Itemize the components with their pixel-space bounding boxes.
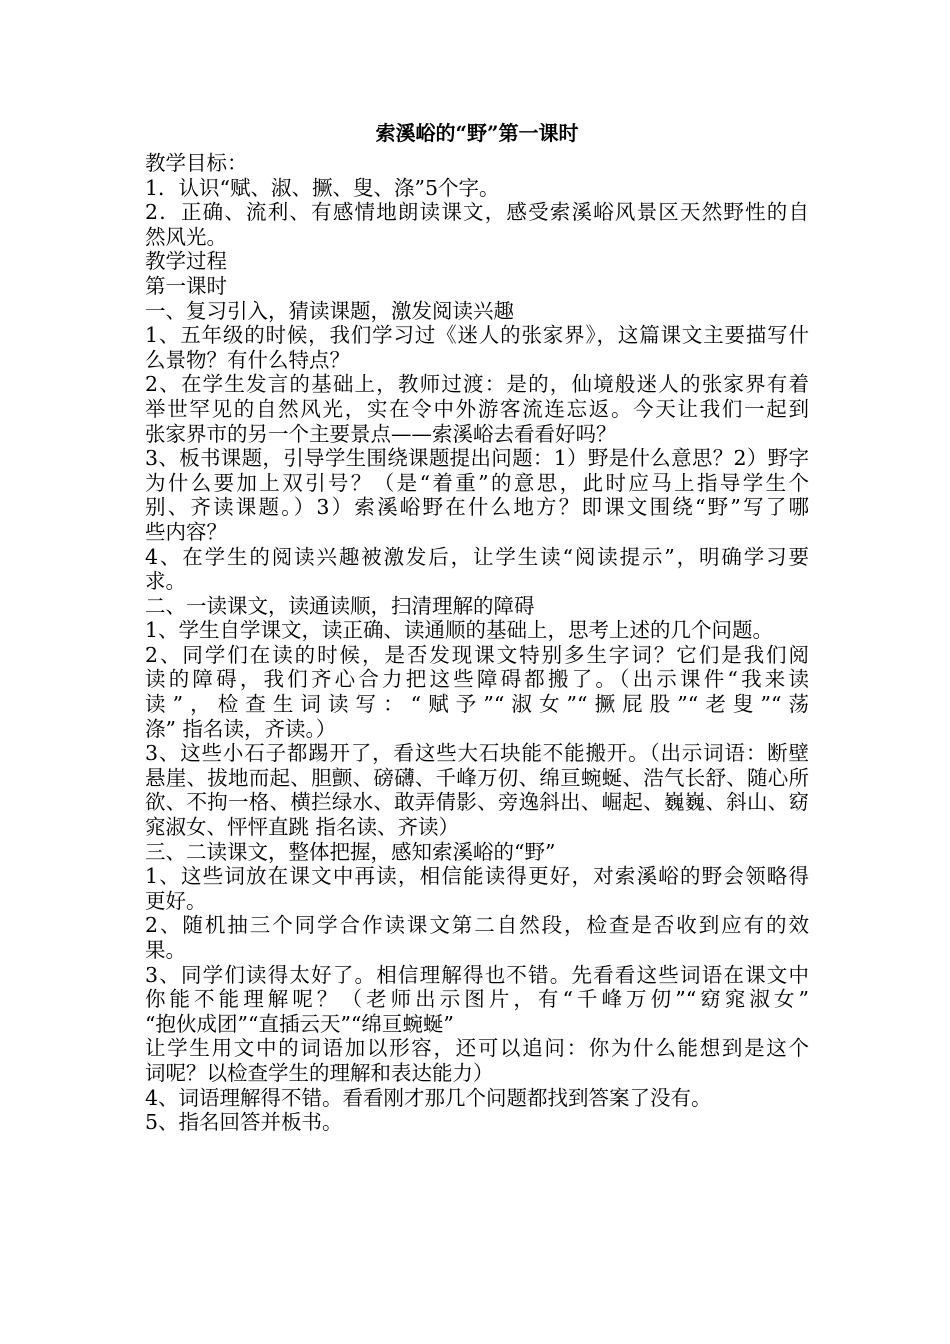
text-line: 教学目标： [145,151,248,175]
document-page [145,118,809,1135]
text-line: 4、在学生的阅读兴趣被激发后，让学生读“阅读提示”，明确学习要 [145,544,809,569]
text-line: 果。 [145,938,186,962]
text-line: 让学生用文中的词语加以形容，还可以追问：你为什么能想到是这个 [145,1036,809,1061]
document-title: 索溪峪的“野”第一课时 [375,121,579,145]
text-line: 你能不能理解呢？（老师出示图片，有“千峰万仞”“窈窕淑女” [145,987,809,1012]
text-line: 为什么要加上双引号？（是“着重”的意思，此时应马上指导学生个 [145,470,809,495]
text-line: 二、一读课文，读通读顺，扫清理解的障碍 [145,593,535,618]
text-line: 悬崖、拔地而起、胆颤、磅礴、千峰万仞、绵亘蜿蜒、浩气长舒、随心所 [145,765,809,790]
text-line: 读”，检查生词读写：“赋予”“淑女”“撅屁股”“老叟”“荡 [145,692,809,717]
text-line: 然风光。 [145,224,227,249]
text-line: 三、二读课文，整体把握，感知索溪峪的“野” [145,839,556,864]
text-line: 第一课时 [145,273,227,298]
text-line: 2．正确、流利、有感情地朗读课文，感受索溪峪风景区天然野性的自 [145,200,809,225]
text-line: 求。 [145,569,186,594]
text-line: 3、这些小石子都踢开了，看这些大石块能不能搬开。（出示词语：断壁 [145,741,809,766]
text-line: 1、学生自学课文，读正确、读通顺的基础上，思考上述的几个问题。 [145,618,774,643]
text-line: 张家界市的另一个主要景点——索溪峪去看看好吗？ [145,421,617,446]
text-line: 2、在学生发言的基础上，教师过渡：是的，仙境般迷人的张家界有着 [145,372,809,397]
text-line: 1、五年级的时候，我们学习过《迷人的张家界》，这篇课文主要描写什 [145,323,809,348]
text-line: 别、齐读课题。）3）索溪峪野在什么地方？即课文围绕“野”写了哪 [145,495,809,520]
text-line: 更好。 [145,888,207,913]
text-line: “抱伙成团”“直插云天”“绵亘蜿蜒” [145,1011,454,1036]
text-line: 窕淑女、怦怦直跳 指名读、齐读） [145,815,460,840]
text-line: 举世罕见的自然风光，实在令中外游客流连忘返。今天让我们一起到 [145,396,809,421]
text-line: 些内容？ [145,519,227,544]
text-line: 涤” 指名读，齐读。） [145,716,337,741]
text-line: 欲、不拘一格、横拦绿水、敢弄倩影、旁逸斜出、崛起、巍巍、斜山、窈 [145,790,809,815]
document-body [145,151,809,1135]
text-line: 1、这些词放在课文中再读，相信能读得更好，对索溪峪的野会领略得 [145,864,809,889]
text-line: 3、板书课题，引导学生围绕课题提出问题：1）野是什么意思？2）野字 [145,446,809,471]
text-line: 1．认识“赋、淑、撅、叟、涤”5个字。 [145,175,500,200]
text-line: 5、指名回答并板书。 [145,1110,343,1135]
text-line: 读的障碍，我们齐心合力把这些障碍都搬了。（出示课件“我来读 [145,667,809,692]
text-line: 2、同学们在读的时候，是否发现课文特别多生字词？它们是我们阅 [145,642,809,667]
text-line: 4、词语理解得不错。看看刚才那几个问题都找到答案了没有。 [145,1085,712,1110]
text-line: 3、同学们读得太好了。相信理解得也不错。先看看这些词语在课文中 [145,962,809,987]
text-line: 一、复习引入，猜读课题，激发阅读兴趣 [145,298,514,323]
text-line: 么景物？有什么特点？ [145,347,350,372]
text-line: 词呢？以检查学生的理解和表达能力） [145,1060,494,1085]
text-line: 2、随机抽三个同学合作读课文第二自然段，检查是否收到应有的效 [145,913,809,938]
text-line: 教学过程 [145,249,227,274]
